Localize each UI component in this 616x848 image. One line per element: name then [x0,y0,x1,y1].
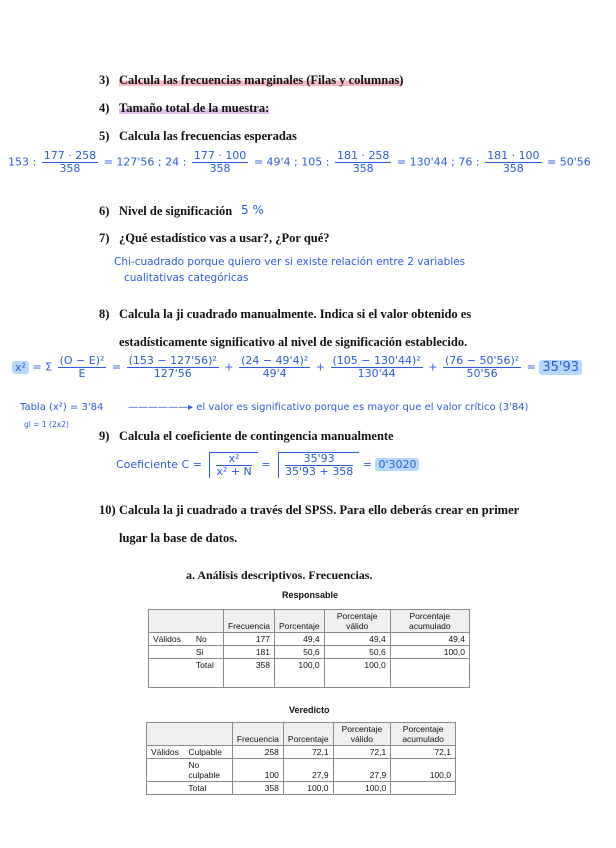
expected-frequencies: 153 : $\frac{177 \cdot 258}{358}$ = 127'56 ; 24 : $\frac{177 \cdot 100}{358}$ = 49'4 ; 105 : $\frac{181 \cdot 258}{358}$ = 130'44 ; 76 : $\frac{181 \cdot 100}{358}$ = 50'56 [8,149,591,176]
statistic-answer-line1: Chi-cuadrado porque quiero ver si existe relación entre 2 variables [114,256,466,268]
question-5: 5) Calcula las frecuencias esperadas [99,129,297,143]
question-9: 9) Calcula el coeficiente de contingencia manualmente [99,429,394,443]
question-3: 3) Calcula las frecuencias marginales (Filas y columnas) [99,73,404,87]
question-9-text: Calcula el coeficiente de contingencia manualmente [119,429,394,443]
significance-answer: 5 % [241,203,264,217]
table-responsable: Frecuencia Porcentaje Porcentaje válido Porcentaje acumulado Válidos No 177 49,4 49,4 49,4 Si 181 50,6 50,6 100,0 Total 358 100,0 100,0 [148,609,470,688]
chi-result: 35'93 [539,360,582,375]
table-veredicto-title: Veredicto [289,705,330,715]
question-4: 4) Tamaño total de la muestra: [99,101,270,115]
section-title: a. Análisis descriptivos. Frecuencias. [186,568,373,582]
question-8-line1: Calcula la ji cuadrado manualmente. Indica si el valor obtenido es [119,307,472,321]
arrow-icon: ——————▸ [128,402,194,413]
coefficient-result: 0'3020 [375,458,419,471]
conclusion: ——————▸ el valor es significativo porque es mayor que el valor crítico (3'84) [128,402,529,413]
chi-square-formula: x² = Σ $\frac{\text{(O − E)²}}{E}$ = $\frac{\text{(153 − 127'56)²}}{127'56}$ + $\frac{\text{(24 − 49'4)²}}{49'4}$ + $\frac{\text{(105 − 130'44)²}}{130'44}$ + $\frac{\text{(76 − 50'56)²}}{50'56}$ = 35'93 [12,355,582,380]
question-8-line2: estadísticamente significativo al nivel de significación establecido. [119,335,468,349]
critical-value: Tabla (x²) = 3'84 [20,402,104,413]
table-row: Total 358 100,0 100,0 [149,659,470,688]
table-row: Válidos No 177 49,4 49,4 49,4 [149,633,470,646]
table-row: Válidos Culpable 258 72,1 72,1 72,1 [147,746,456,759]
contingency-coefficient: Coeficiente C = $\frac{\text{x²}}{\text{x² + N}}$ = $\frac{35'93}{35'93 + 358}$ = 0'3020 [116,452,419,478]
expected-fraction: $\frac{177 \cdot 258}{358}$ [43,149,97,176]
question-8: 8) Calcula la ji cuadrado manualmente. Indica si el valor obtenido es [99,307,472,321]
question-7: 7) ¿Qué estadístico vas a usar?, ¿Por qué? [99,231,330,245]
question-7-text: ¿Qué estadístico vas a usar?, ¿Por qué? [119,231,330,245]
sqrt-symbol: $\frac{\text{x²}}{\text{x² + N}}$ [209,452,257,478]
expected-fraction: $\frac{181 \cdot 100}{358}$ [487,149,540,176]
chi-symbol: x² [12,361,29,374]
question-6-text: Nivel de significación [119,204,233,218]
question-10-line1: Calcula la ji cuadrado a través del SPSS. Para ello deberás crear en primer [119,503,520,517]
table-veredicto: Frecuencia Porcentaje Porcentaje válido Porcentaje acumulado Válidos Culpable 258 72,1 72,1 72,1 No culpable 100 27,9 27,9 100,0 Total 358 100,0 100,0 [146,722,456,795]
table-responsable-title: Responsable [282,590,339,600]
question-4-text: Tamaño total de la muestra: [119,101,270,115]
question-10-line2: lugar la base de datos. [119,531,238,545]
question-3-text: Calcula las frecuencias marginales (Filas y columnas) [119,73,404,87]
table-row: Total 358 100,0 100,0 [147,782,456,795]
expected-fraction: $\frac{177 \cdot 100}{358}$ [193,149,247,176]
statistic-answer-line2: cualitativas categóricas [124,272,249,284]
expected-fraction: $\frac{181 \cdot 258}{358}$ [336,149,390,176]
sqrt-symbol: $\frac{35'93}{35'93 + 358}$ [278,452,359,478]
degrees-of-freedom: gl = 1 (2x2) [24,420,69,429]
question-5-text: Calcula las frecuencias esperadas [119,129,297,143]
question-6: 6) Nivel de significación [99,204,233,218]
question-10: 10) Calcula la ji cuadrado a través del SPSS. Para ello deberás crear en primer [99,503,520,517]
table-row: No culpable 100 27,9 27,9 100,0 [147,759,456,782]
table-row: Si 181 50,6 50,6 100,0 [149,646,470,659]
